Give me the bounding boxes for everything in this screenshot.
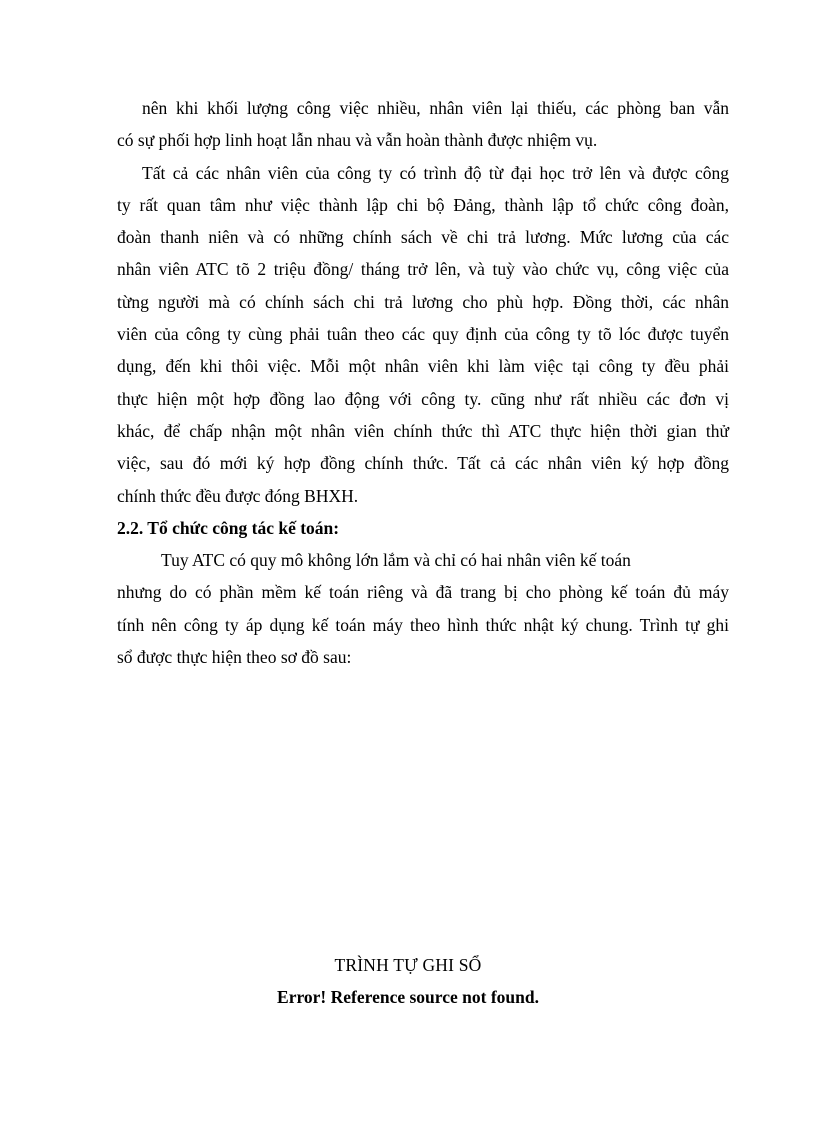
text-line: đoàn thanh niên và có những chính sách về chi trả lương. Mức lương của các [117,227,729,248]
text-line: thực hiện một hợp đồng lao động với công ty. cũng như rất nhiều các đơn vị [117,388,729,409]
text-line: nhưng do có phần mềm kế toán riêng và đã trang bị cho phòng kế toán đủ máy [117,582,729,603]
text-line: viên của công ty cùng phải tuân theo các quy định của công ty tõ lóc được tuyển [117,324,729,345]
text-line: nên khi khối lượng công việc nhiều, nhân viên lại thiếu, các phòng ban vẫn [142,98,729,118]
paragraph-staff-policy [117,157,729,189]
text-line: Tất cả các nhân viên của công ty có trình độ từ đại học trở lên và được công [142,162,729,183]
text-line: có sự phối hợp linh hoạt lẫn nhau và vẫn hoàn thành được nhiệm vụ. [117,130,598,151]
text-line: từng người mà có chính sách chi trả lương cho phù hợp. Đồng thời, các nhân [117,291,729,312]
text-line: dụng, đến khi thôi việc. Mỗi một nhân viên khi làm việc tại công ty đều phải [117,356,729,377]
text-line: sổ được thực hiện theo sơ đồ sau: [117,647,352,668]
paragraph-staff-policy-cont [117,189,729,512]
text-line: chính thức đều được đóng BHXH. [117,485,359,506]
paragraph-accounting [117,544,729,576]
section-heading: 2.2. Tổ chức công tác kế toán: [117,517,340,538]
text-line: tính nên công ty áp dụng kế toán máy theo hình thức nhật ký chung. Trình tự ghi [117,614,729,635]
reference-error: Error! Reference source not found. [277,987,539,1007]
text-line: nhân viên ATC tõ 2 triệu đồng/ tháng trở lên, và tuỳ vào chức vụ, công việc của [117,259,729,280]
diagram-placeholder [117,680,729,940]
body-text [117,92,729,673]
text-line: Tuy ATC có quy mô không lớn lắm và chỉ có hai nhân viên kế toán [161,550,631,571]
paragraph-staff-coordination [117,92,729,124]
text-line: ty rất quan tâm như việc thành lập chi bộ Đảng, thành lập tổ chức công đoàn, [117,194,729,215]
diagram-title: TRÌNH TỰ GHI SỔ [334,955,482,975]
text-line: việc, sau đó mới ký hợp đồng chính thức. Tất cả các nhân viên ký hợp đồng [117,453,729,474]
paragraph-accounting-cont [117,576,729,673]
paragraph-staff-coordination-cont [117,124,729,156]
text-line: khác, để chấp nhận một nhân viên chính thức thì ATC thực hiện thời gian thử [117,420,729,441]
